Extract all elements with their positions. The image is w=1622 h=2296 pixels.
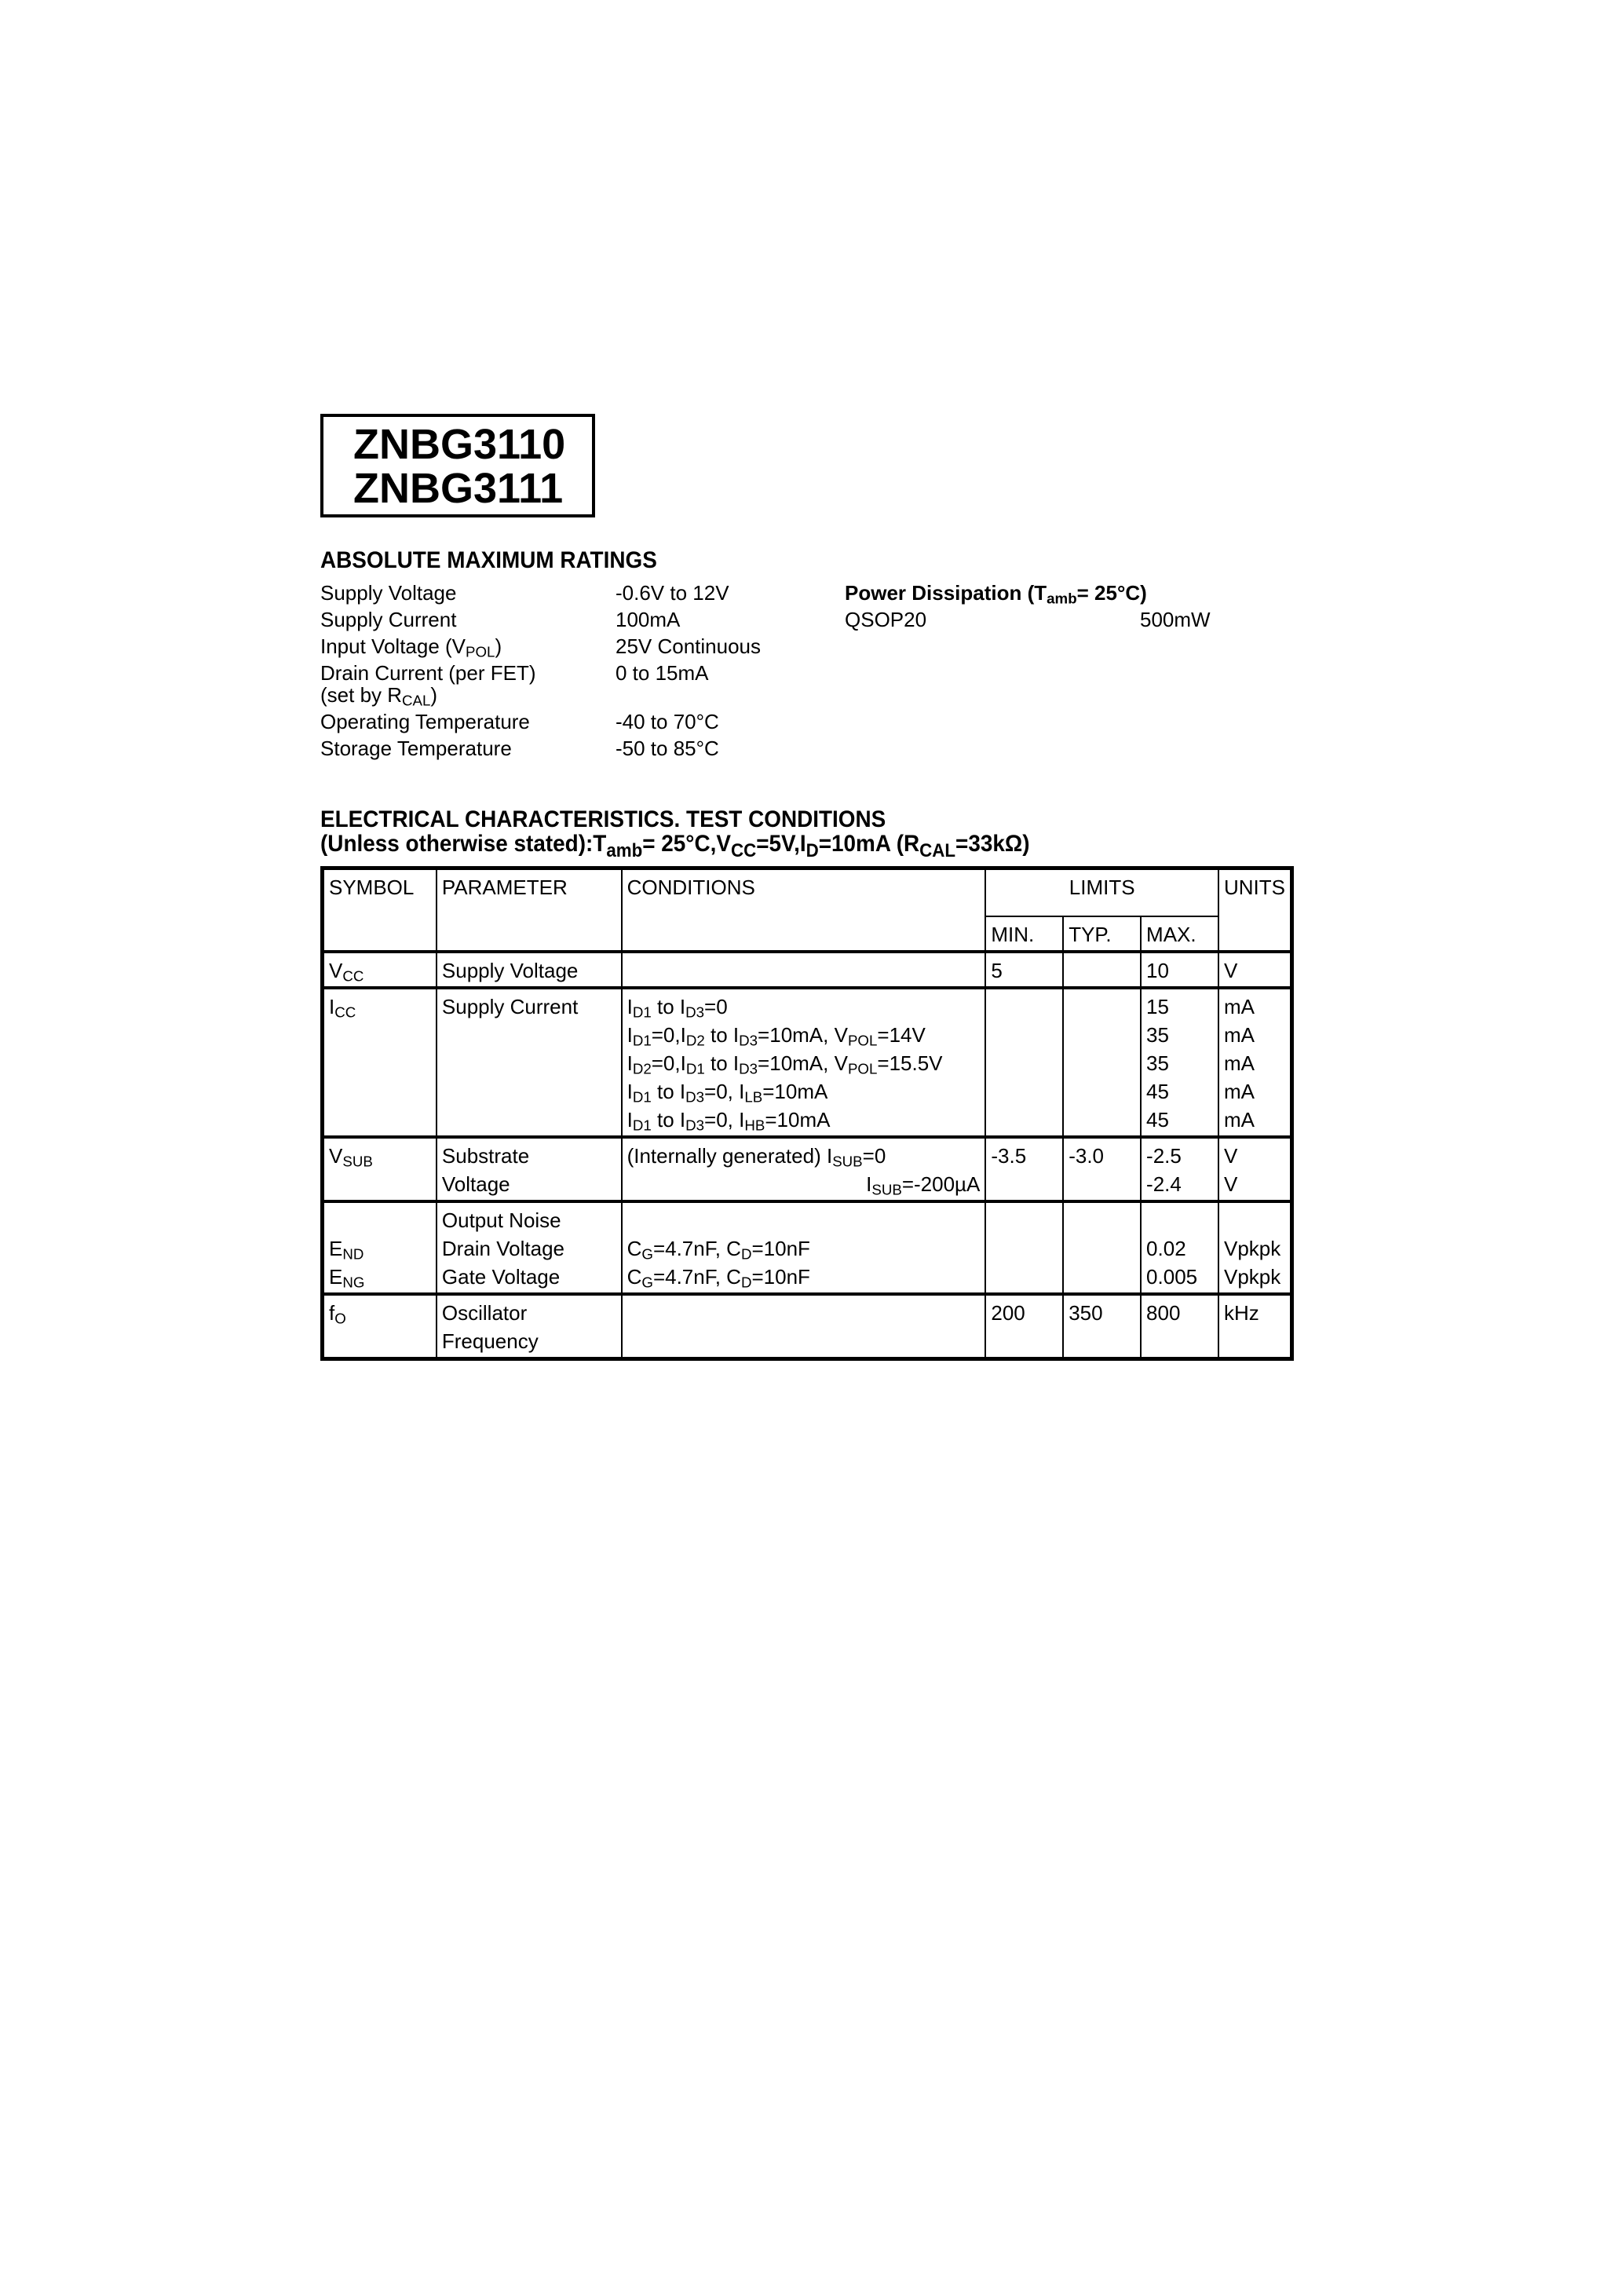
max-value: 45 — [1146, 1080, 1169, 1103]
rating-label-subscript: CAL — [402, 692, 431, 709]
rating-value: 0 to 15mA — [616, 661, 709, 685]
symbol-text: V — [329, 959, 343, 982]
rating-label: Storage Temperature — [320, 737, 512, 760]
max-value: -2.5 — [1146, 1144, 1182, 1168]
unit-value: Vpkpk — [1224, 1237, 1281, 1260]
absolute-maximum-ratings-heading: ABSOLUTE MAXIMUM RATINGS — [320, 547, 657, 573]
rating-label: Supply Voltage — [320, 581, 457, 605]
subtitle-text: (Unless otherwise stated):T — [320, 831, 607, 857]
rating-value: 25V Continuous — [616, 634, 762, 658]
header-parameter: PARAMETER — [437, 868, 622, 952]
heading-tail: = 25°C) — [1076, 581, 1147, 605]
condition-line: $I_{D1}$ to $I_{D3}=0$, $I_{HB}=10mA$ — [627, 1108, 831, 1134]
max-cell — [1141, 1201, 1218, 1294]
symbol-text: I — [329, 995, 335, 1018]
conditions-cell — [622, 1294, 986, 1359]
parameter-line: Output Noise — [441, 1208, 561, 1232]
table-row-vsub — [323, 1137, 1292, 1201]
condition-line — [627, 1206, 981, 1234]
rating-label-tail: ) — [495, 634, 502, 658]
parameter-cell — [437, 1201, 622, 1294]
part-number-box — [320, 414, 595, 517]
subtitle-text: =5V,I — [756, 831, 806, 857]
conditions-cell — [622, 1137, 986, 1201]
typ-cell: -3.0 — [1063, 1137, 1141, 1201]
max-value: 45 — [1146, 1108, 1169, 1132]
test-conditions-subtitle — [320, 831, 1030, 862]
min-cell — [985, 1201, 1063, 1294]
parameter-line: Frequency — [441, 1329, 539, 1353]
unit-value: mA — [1224, 1023, 1255, 1047]
symbol-line — [329, 1263, 431, 1291]
part-number-2: ZNBG3111 — [353, 465, 564, 512]
symbol-line — [329, 1234, 431, 1263]
header-typ: TYP. — [1063, 916, 1141, 952]
units-cell: V — [1218, 952, 1292, 988]
conditions-cell — [622, 1201, 986, 1294]
rating-value: -40 to 70°C — [616, 710, 719, 733]
parameter-line: Drain Voltage — [441, 1237, 564, 1260]
unit-value: mA — [1224, 1080, 1255, 1103]
symbol-text: f — [329, 1301, 335, 1325]
unit-value: V — [1224, 1144, 1238, 1168]
unit-value: mA — [1224, 1051, 1255, 1075]
header-units: UNITS — [1218, 868, 1292, 952]
max-value: 0.02 — [1146, 1237, 1186, 1260]
condition-line: $I_{D1}$ to $I_{D3}=0$, $I_{LB}=10mA$ — [627, 1080, 828, 1106]
typ-cell — [1063, 952, 1141, 988]
condition-line: $C_G=4.7nF$, $C_D=10nF$ — [627, 1237, 810, 1263]
symbol-subscript: NG — [342, 1274, 365, 1291]
max-cell — [1141, 988, 1218, 1137]
subtitle-text: = 25°C,V — [642, 831, 731, 857]
parameter-cell — [437, 1294, 622, 1359]
max-cell: 800 — [1141, 1294, 1218, 1359]
min-cell: 200 — [985, 1294, 1063, 1359]
rating-value: -50 to 85°C — [616, 737, 719, 760]
max-value: -2.4 — [1146, 1172, 1182, 1196]
rating-label-text: Input Voltage (V — [320, 634, 466, 658]
table-row-icc — [323, 988, 1292, 1137]
electrical-characteristics-heading: ELECTRICAL CHARACTERISTICS. TEST CONDITIONS — [320, 806, 886, 832]
header-min: MIN. — [985, 916, 1063, 952]
parameter-line: Substrate — [441, 1144, 530, 1168]
symbol-subscript: CC — [342, 967, 364, 985]
table-row-noise — [323, 1201, 1292, 1294]
min-cell: 5 — [985, 952, 1063, 988]
conditions-cell — [622, 952, 986, 988]
rating-label — [320, 633, 502, 660]
conditions-cell — [622, 988, 986, 1137]
table-row-fo — [323, 1294, 1292, 1359]
max-cell — [1141, 1137, 1218, 1201]
typ-cell — [1063, 1201, 1141, 1294]
subtitle-text: =33kΩ) — [955, 831, 1030, 857]
subtitle-subscript: CAL — [919, 840, 956, 862]
parameter-line: Gate Voltage — [441, 1265, 561, 1289]
heading-subscript: amb — [1047, 590, 1077, 607]
max-value: 35 — [1146, 1051, 1169, 1075]
power-dissipation-row — [845, 606, 1222, 633]
unit-value — [1224, 1206, 1285, 1234]
symbol-subscript: CC — [334, 1004, 356, 1021]
parameter-cell — [437, 1137, 622, 1201]
symbol-text: V — [329, 1144, 343, 1168]
symbol-cell — [323, 952, 437, 988]
header-conditions: CONDITIONS — [622, 868, 986, 952]
parameter-cell: Supply Current — [437, 988, 622, 1137]
units-cell — [1218, 1137, 1292, 1201]
symbol-text: E — [329, 1237, 343, 1260]
max-cell: 10 — [1141, 952, 1218, 988]
condition-line: $I_{SUB}=-200\mu A$ — [866, 1172, 981, 1198]
subtitle-subscript: amb — [606, 840, 643, 862]
header-max: MAX. — [1141, 916, 1218, 952]
table-row-vcc — [323, 952, 1292, 988]
symbol-cell — [323, 1137, 437, 1201]
electrical-characteristics-table — [320, 866, 1294, 1361]
rating-value: -0.6V to 12V — [616, 581, 729, 605]
subtitle-subscript: CC — [730, 840, 757, 862]
header-symbol: SYMBOL — [323, 868, 437, 952]
symbol-text: E — [329, 1265, 343, 1289]
units-cell — [1218, 1201, 1292, 1294]
units-cell: kHz — [1218, 1294, 1292, 1359]
header-limits: LIMITS — [985, 868, 1218, 917]
power-value: 500mW — [1140, 608, 1211, 631]
unit-value: mA — [1224, 1108, 1255, 1132]
symbol-line — [329, 1206, 431, 1234]
symbol-cell — [323, 988, 437, 1137]
max-value: 15 — [1146, 995, 1169, 1018]
symbol-cell — [323, 1294, 437, 1359]
rating-value: 100mA — [616, 608, 681, 631]
symbol-subscript: ND — [342, 1245, 364, 1263]
max-value: 35 — [1146, 1023, 1169, 1047]
typ-cell: 350 — [1063, 1294, 1141, 1359]
heading-text: Power Dissipation (T — [845, 581, 1047, 605]
unit-value: mA — [1224, 995, 1255, 1018]
min-cell: -3.5 — [985, 1137, 1063, 1201]
subtitle-text: =10mA (R — [818, 831, 920, 857]
condition-line: $I_{D1}=0,I_{D2}$ to $I_{D3}=10mA$, $V_{POL}=14V$ — [627, 1023, 926, 1049]
rating-label-text: (set by R — [320, 683, 403, 707]
subtitle-subscript: D — [806, 840, 819, 862]
symbol-subscript: SUB — [342, 1153, 373, 1170]
rating-label-subscript: POL — [466, 643, 495, 660]
power-dissipation-block — [845, 579, 1222, 633]
condition-line: $I_{D1}$ to $I_{D3}=0$ — [627, 995, 728, 1021]
max-value — [1146, 1206, 1213, 1234]
rating-label: Supply Current — [320, 608, 457, 631]
unit-value: V — [1224, 1172, 1238, 1196]
rating-label-line2 — [320, 682, 437, 708]
typ-cell — [1063, 988, 1141, 1137]
symbol-subscript: O — [334, 1310, 346, 1327]
condition-line: $C_G=4.7nF$, $C_D=10nF$ — [627, 1265, 810, 1291]
min-cell — [985, 988, 1063, 1137]
condition-line: $I_{D2}=0,I_{D1}$ to $I_{D3}=10mA$, $V_{POL}=15.5V$ — [627, 1051, 943, 1077]
parameter-cell: Supply Voltage — [437, 952, 622, 988]
part-number-1: ZNBG3110 — [353, 421, 566, 468]
condition-line: (Internally generated) $I_{SUB}=0$ — [627, 1144, 886, 1170]
power-dissipation-heading — [845, 579, 1222, 606]
symbol-cell — [323, 1201, 437, 1294]
table-header-row — [323, 868, 1292, 917]
units-cell — [1218, 988, 1292, 1137]
parameter-line: Oscillator — [441, 1301, 528, 1325]
parameter-line: Voltage — [441, 1172, 510, 1196]
max-value: 0.005 — [1146, 1265, 1198, 1289]
unit-value: Vpkpk — [1224, 1265, 1281, 1289]
package-name: QSOP20 — [845, 608, 927, 631]
rating-label: Operating Temperature — [320, 710, 530, 733]
rating-label: Drain Current (per FET) — [320, 661, 536, 685]
rating-label-tail: ) — [430, 683, 438, 707]
